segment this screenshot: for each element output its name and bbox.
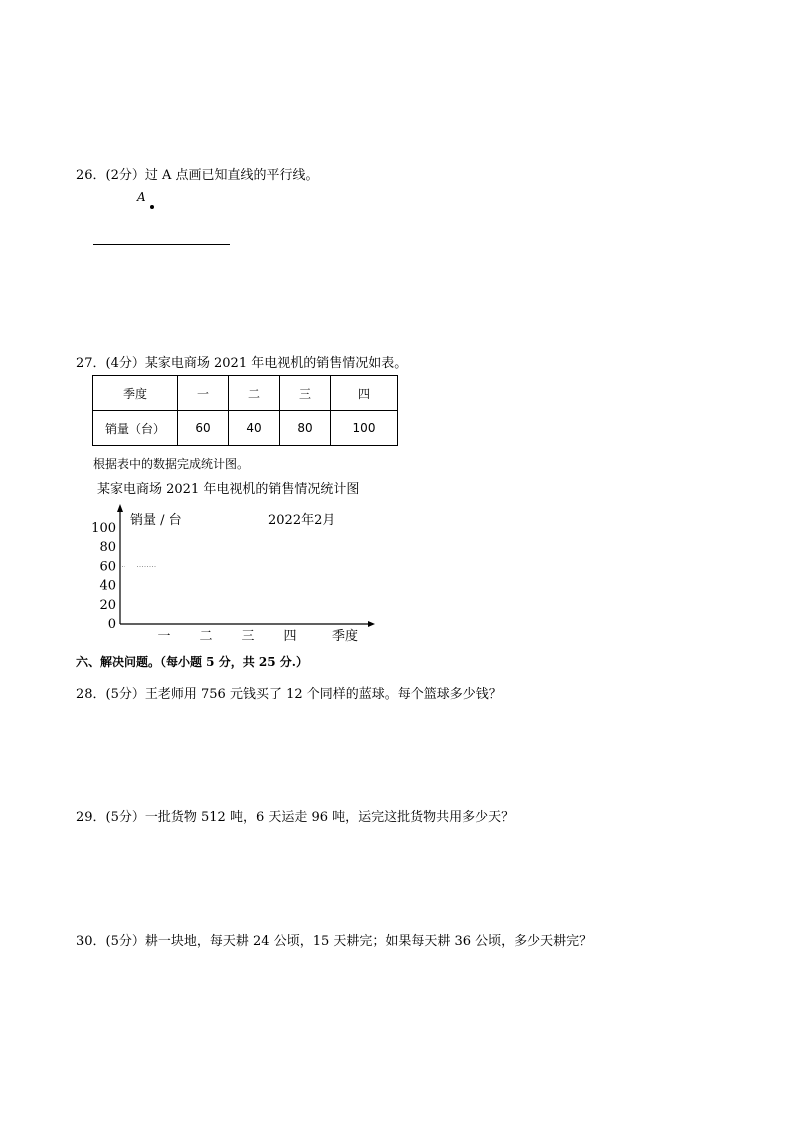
chart-ylabel: 销量 / 台	[130, 513, 182, 528]
table-row	[93, 411, 398, 446]
chart-date-label: 2022年2月	[268, 513, 336, 528]
y-tick-label: 100	[91, 521, 116, 536]
given-straight-line	[93, 244, 230, 245]
point-a-label: A	[137, 190, 146, 204]
y-tick-label: 0	[107, 617, 116, 632]
x-axis-arrow-icon	[368, 621, 375, 627]
question-29-text: 29．(5分）一批货物 512 吨，6 天运走 96 吨，运完这批货物共用多少天？	[76, 810, 515, 825]
table-cell: 60	[178, 411, 229, 446]
table-cell: 80	[280, 411, 331, 446]
sales-bar-chart	[80, 500, 380, 650]
table-cell: 四	[331, 376, 398, 411]
sales-table	[92, 375, 398, 446]
chart-title: 某家电商场 2021 年电视机的销售情况统计图	[97, 482, 360, 497]
x-category-label: 三	[241, 629, 255, 644]
table-header-row	[93, 376, 398, 411]
y-tick-label: 80	[99, 540, 116, 556]
table-cell: 40	[229, 411, 280, 446]
question-26-text: 26．(2分）过 A 点画已知直线的平行线。	[76, 168, 319, 183]
y-tick-label: 40	[99, 578, 116, 594]
question-28-text: 28．(5分）王老师用 756 元钱买了 12 个同样的蓝球。每个篮球多少钱？	[76, 687, 502, 702]
y-tick-label: 60	[99, 559, 116, 575]
chart-instruction: 根据表中的数据完成统计图。	[93, 457, 250, 471]
chart-xlabel: 季度	[332, 629, 359, 644]
question-27-text: 27．(4分）某家电商场 2021 年电视机的销售情况如表。	[76, 356, 408, 371]
table-cell: 季度	[93, 376, 178, 411]
table-cell: 三	[280, 376, 331, 411]
point-a-dot	[150, 205, 154, 209]
y-tick-label: 20	[99, 597, 116, 613]
table-cell: 销量（台）	[93, 411, 178, 446]
x-category-label: 二	[199, 629, 213, 644]
section-6-title: 六、解决问题。（每小题 5 分，共 25 分.）	[76, 655, 308, 669]
x-category-label: 一	[157, 629, 171, 644]
table-cell: 一	[178, 376, 229, 411]
x-category-label: 四	[283, 629, 297, 644]
question-30-text: 30．(5分）耕一块地，每天耕 24 公顷，15 天耕完；如果每天耕 36 公顷，多少天耕完？	[76, 934, 593, 949]
y-axis-arrow-icon	[117, 504, 123, 512]
table-cell: 二	[229, 376, 280, 411]
table-cell: 100	[331, 411, 398, 446]
